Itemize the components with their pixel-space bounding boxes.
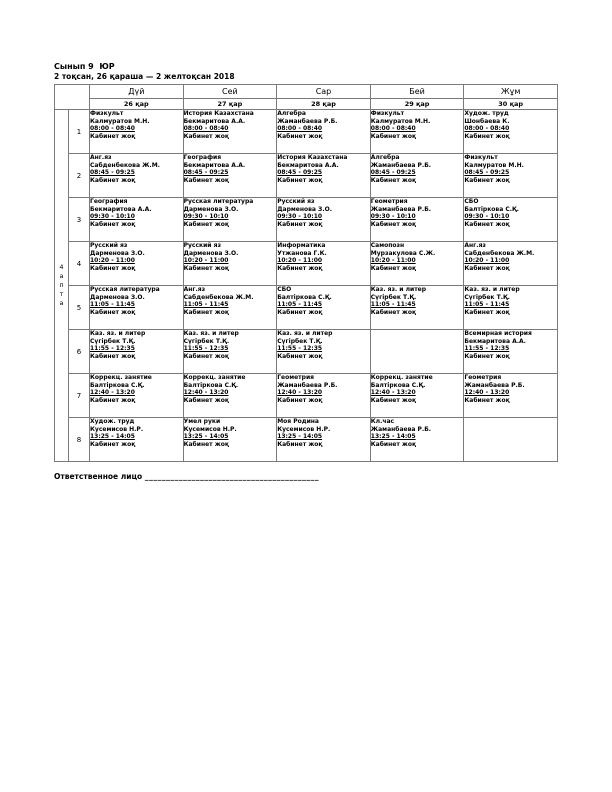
subject-text: Худож. труд (464, 110, 509, 117)
room-text: Кабинет жоқ (370, 132, 417, 140)
subject-text: История Казахстана (277, 154, 348, 161)
room-text: Кабинет жоқ (370, 308, 417, 316)
teacher-text: Сабденбекова Ж.М. (90, 161, 160, 169)
subject-text: Геометрия (277, 374, 315, 381)
teacher-text: Дарменова З.О. (183, 205, 239, 213)
room-text: Кабинет жоқ (90, 264, 136, 272)
time-text: 10:20 - 11:00 (464, 257, 510, 264)
time-text: 13:25 - 14:05 (90, 433, 135, 440)
teacher-text: Кусемисов Н.Р. (183, 425, 237, 433)
lesson-cell (370, 286, 464, 330)
time-text: 09:30 - 10:10 (277, 213, 323, 220)
time-text: 11:05 - 11:45 (183, 301, 229, 308)
lesson-cell (277, 154, 371, 198)
table-row (55, 374, 558, 418)
room-text: Кабинет жоқ (277, 352, 323, 360)
room-text: Кабинет жоқ (90, 308, 136, 316)
teacher-text: Жаманбаева Р.Б. (277, 117, 338, 125)
teacher-text: Сүгірбек Т.Қ. (277, 337, 323, 345)
lesson-cell (370, 110, 464, 154)
page-title: Сынып 9 ЮР (54, 62, 115, 71)
teacher-text: Балтіркова С.Қ. (370, 381, 426, 389)
lesson-cell (464, 330, 558, 374)
subject-text: История Казахстана (183, 110, 254, 117)
teacher-text: Бекмаритова А.А. (183, 161, 246, 169)
date-header: 27 қар (183, 99, 277, 110)
day-header: Дүй (90, 85, 184, 99)
time-text: 08:00 - 08:40 (370, 125, 416, 132)
subject-text: Алгебра (370, 154, 400, 161)
lesson-cell (277, 330, 371, 374)
subject-text: Физкульт (370, 110, 405, 117)
room-text: Кабинет жоқ (464, 176, 510, 184)
period-number: 5 (69, 286, 90, 330)
time-text: 12:40 - 13:20 (183, 389, 229, 396)
room-text: Кабинет жоқ (277, 264, 323, 272)
subject-text: Русский яз (90, 242, 128, 249)
subject-text: Русская литература (90, 286, 160, 293)
time-text: 13:25 - 14:05 (183, 433, 229, 440)
time-text: 12:40 - 13:20 (277, 389, 323, 396)
subject-text: География (183, 154, 222, 161)
room-text: Кабинет жоқ (183, 176, 229, 184)
time-text: 12:40 - 13:20 (90, 389, 135, 396)
lesson-cell (464, 374, 558, 418)
room-text: Кабинет жоқ (370, 176, 417, 184)
day-header: Сей (183, 85, 277, 99)
room-text: Кабинет жоқ (277, 440, 323, 448)
lesson-cell (183, 330, 277, 374)
time-text: 11:55 - 12:35 (277, 345, 323, 352)
time-text: 08:00 - 08:40 (183, 125, 229, 132)
subject-text: Анг.яз (90, 154, 112, 161)
time-text: 11:55 - 12:35 (90, 345, 135, 352)
lesson-cell (183, 286, 277, 330)
room-text: Кабинет жоқ (277, 308, 323, 316)
time-text: 08:45 - 09:25 (370, 169, 416, 176)
subject-text: Русская литература (183, 198, 254, 205)
time-text: 10:20 - 11:00 (183, 257, 229, 264)
room-text: Кабинет жоқ (464, 352, 510, 360)
room-text: Кабинет жоқ (183, 352, 229, 360)
subject-text: Умел руки (183, 418, 221, 425)
footer-label: Ответственное лицо (54, 472, 145, 481)
time-text: 12:40 - 13:20 (370, 389, 416, 396)
teacher-text: Калмуратов М.Н. (464, 161, 524, 169)
room-text: Кабинет жоқ (370, 220, 417, 228)
lesson-cell (277, 286, 371, 330)
lesson-cell (277, 418, 371, 462)
table-row (55, 418, 558, 462)
lesson-cell (90, 198, 184, 242)
teacher-text: Сүгірбек Т.Қ. (464, 293, 510, 301)
room-text: Кабинет жоқ (464, 396, 510, 404)
room-text: Кабинет жоқ (277, 220, 323, 228)
subject-text: Каз. яз. и литер (464, 286, 520, 293)
lesson-cell (464, 242, 558, 286)
teacher-text: Жаманбаева Р.Б. (370, 205, 432, 213)
page-content (54, 62, 558, 481)
lesson-cell (370, 374, 464, 418)
room-text: Кабинет жоқ (90, 220, 136, 228)
time-text: 10:20 - 11:00 (90, 257, 135, 264)
time-text: 11:55 - 12:35 (183, 345, 229, 352)
teacher-text: Сабденбекова Ж.М. (464, 249, 535, 257)
room-text: Кабинет жоқ (464, 264, 510, 272)
time-text: 11:05 - 11:45 (277, 301, 323, 308)
table-row (55, 330, 558, 374)
time-text: 08:45 - 09:25 (464, 169, 510, 176)
subject-text: Анг.яз (183, 286, 206, 293)
lesson-cell (277, 198, 371, 242)
teacher-text: Балтіркова С.Қ. (183, 381, 239, 389)
subject-text: Всемирная история (464, 330, 532, 337)
time-text: 08:00 - 08:40 (464, 125, 510, 132)
subject-text: Физкульт (90, 110, 124, 117)
teacher-text: Утжанова Г.К. (277, 249, 327, 257)
page-subtitle: 2 тоқсан, 26 қараша — 2 желтоқсан 2018 (54, 72, 235, 81)
subject-text: Физкульт (464, 154, 498, 161)
teacher-text: Калмуратов М.Н. (90, 117, 150, 125)
lesson-cell (277, 242, 371, 286)
room-text: Кабинет жоқ (183, 440, 229, 448)
empty-cell (370, 330, 464, 374)
schedule-body (55, 110, 558, 462)
timetable-header (55, 85, 558, 110)
lesson-cell (90, 154, 184, 198)
period-number: 3 (69, 198, 90, 242)
teacher-text: Дарменова З.О. (277, 205, 332, 213)
lesson-cell (183, 110, 277, 154)
table-row (55, 242, 558, 286)
subject-text: Каз. яз. и литер (183, 330, 239, 337)
teacher-text: Кусемисов Н.Р. (277, 425, 331, 433)
teacher-text: Дарменова З.О. (183, 249, 239, 257)
footer (54, 472, 558, 481)
teacher-text: Жаманбаева Р.Б. (277, 381, 338, 389)
time-text: 12:40 - 13:20 (464, 389, 510, 396)
subject-text: Самопозн (370, 242, 405, 249)
subject-text: Моя Родина (277, 418, 319, 425)
lesson-cell (277, 110, 371, 154)
lesson-cell (183, 198, 277, 242)
room-text: Кабинет жоқ (90, 396, 136, 404)
room-text: Кабинет жоқ (370, 440, 417, 448)
table-row (55, 154, 558, 198)
subject-text: СБО (464, 198, 479, 205)
room-text: Кабинет жоқ (370, 264, 417, 272)
teacher-text: Калмуратов М.Н. (370, 117, 431, 125)
day-header: Бей (370, 85, 464, 99)
lesson-cell (370, 242, 464, 286)
subject-text: Кл.час (370, 418, 395, 425)
lesson-cell (370, 418, 464, 462)
lesson-cell (90, 418, 184, 462)
lesson-cell (183, 154, 277, 198)
lesson-cell (90, 286, 184, 330)
teacher-text: Сүгірбек Т.Қ. (183, 337, 230, 345)
time-text: 08:00 - 08:40 (277, 125, 323, 132)
room-text: Кабинет жоқ (183, 396, 229, 404)
time-text: 11:05 - 11:45 (370, 301, 416, 308)
lesson-cell (370, 154, 464, 198)
period-number: 4 (69, 242, 90, 286)
teacher-text: Балтіркова С.Қ. (464, 205, 519, 213)
subject-text: Геометрия (464, 374, 502, 381)
room-text: Кабинет жоқ (183, 264, 229, 272)
subject-text: Коррекц. занятие (370, 374, 433, 381)
day-header: Жұм (464, 85, 558, 99)
table-row (55, 198, 558, 242)
subject-text: СБО (277, 286, 292, 293)
period-number: 6 (69, 330, 90, 374)
period-number: 1 (69, 110, 90, 154)
teacher-text: Мурзакулова С.Ж. (370, 249, 436, 257)
signature-line: _________________________________________ (144, 472, 320, 481)
lesson-cell (90, 110, 184, 154)
lesson-cell (464, 286, 558, 330)
lesson-cell (90, 330, 184, 374)
teacher-text: Балтіркова С.Қ. (277, 293, 332, 301)
subject-text: Коррекц. занятие (90, 374, 152, 381)
teacher-text: Жаманбаева Р.Б. (464, 381, 525, 389)
lesson-cell (464, 198, 558, 242)
room-text: Кабинет жоқ (183, 308, 229, 316)
room-text: Кабинет жоқ (183, 220, 229, 228)
room-text: Кабинет жоқ (277, 396, 323, 404)
subject-text: Информатика (277, 242, 326, 249)
teacher-text: Бекмаритова А.А. (277, 161, 339, 169)
teacher-text: Балтіркова С.Қ. (90, 381, 145, 389)
week-label: 4 а п т а (55, 110, 69, 462)
day-row (55, 85, 558, 99)
table-row (55, 286, 558, 330)
teacher-text: Сабденбекова Ж.М. (183, 293, 254, 301)
teacher-text: Сүгірбек Т.Қ. (90, 337, 136, 345)
lesson-cell (277, 374, 371, 418)
teacher-text: Бекмаритова А.А. (90, 205, 152, 213)
lesson-cell (183, 242, 277, 286)
teacher-text: Жаманбаева Р.Б. (370, 161, 432, 169)
time-text: 11:05 - 11:45 (90, 301, 135, 308)
room-text: Кабинет жоқ (90, 176, 136, 184)
period-number: 8 (69, 418, 90, 462)
time-text: 13:25 - 14:05 (277, 433, 323, 440)
subject-text: Каз. яз. и литер (370, 286, 427, 293)
time-text: 09:30 - 10:10 (90, 213, 135, 220)
lesson-cell (183, 374, 277, 418)
time-text: 11:05 - 11:45 (464, 301, 510, 308)
teacher-text: Жаманбаева Р.Б. (370, 425, 432, 433)
date-header: 28 қар (277, 99, 371, 110)
room-text: Кабинет жоқ (90, 352, 136, 360)
period-number: 2 (69, 154, 90, 198)
subject-text: Русский яз (277, 198, 315, 205)
time-text: 11:55 - 12:35 (464, 345, 510, 352)
time-text: 08:45 - 09:25 (90, 169, 135, 176)
lesson-cell (370, 198, 464, 242)
empty-cell (464, 418, 558, 462)
time-text: 09:30 - 10:10 (183, 213, 229, 220)
date-row (55, 99, 558, 110)
time-text: 10:20 - 11:00 (370, 257, 416, 264)
lesson-cell (464, 110, 558, 154)
subject-text: Алгебра (277, 110, 306, 117)
lesson-cell (90, 374, 184, 418)
date-header: 26 қар (90, 99, 184, 110)
teacher-text: Дарменова З.О. (90, 249, 145, 257)
room-text: Кабинет жоқ (277, 132, 323, 140)
room-text: Кабинет жоқ (464, 220, 510, 228)
subject-text: Русский яз (183, 242, 221, 249)
table-row (55, 110, 558, 154)
corner-cell (55, 85, 90, 110)
teacher-text: Бекмаритова А.А. (464, 337, 526, 345)
subject-text: Худож. труд (90, 418, 135, 425)
room-text: Кабинет жоқ (90, 440, 136, 448)
time-text: 08:45 - 09:25 (183, 169, 229, 176)
room-text: Кабинет жоқ (277, 176, 323, 184)
time-text: 08:00 - 08:40 (90, 125, 135, 132)
room-text: Кабинет жоқ (464, 308, 510, 316)
time-text: 10:20 - 11:00 (277, 257, 323, 264)
subject-text: Анг.яз (464, 242, 486, 249)
subject-text: Каз. яз. и литер (277, 330, 333, 337)
lesson-cell (464, 154, 558, 198)
date-header: 30 қар (464, 99, 558, 110)
lesson-cell (183, 418, 277, 462)
subject-text: Геометрия (370, 198, 408, 205)
teacher-text: Дарменова З.О. (90, 293, 145, 301)
room-text: Кабинет жоқ (183, 132, 229, 140)
timetable (54, 84, 558, 462)
lesson-cell (90, 242, 184, 286)
time-text: 09:30 - 10:10 (464, 213, 510, 220)
day-header: Сар (277, 85, 371, 99)
room-text: Кабинет жоқ (464, 132, 510, 140)
room-text: Кабинет жоқ (90, 132, 136, 140)
teacher-text: Бекмаритова А.А. (183, 117, 246, 125)
date-header: 29 қар (370, 99, 464, 110)
period-number: 7 (69, 374, 90, 418)
teacher-text: Кусемисов Н.Р. (90, 425, 144, 433)
subject-text: Коррекц. занятие (183, 374, 246, 381)
teacher-text: Сүгірбек Т.Қ. (370, 293, 417, 301)
teacher-text: Шонбаева К. (464, 117, 510, 125)
subject-text: География (90, 198, 128, 205)
time-text: 08:45 - 09:25 (277, 169, 323, 176)
subject-text: Каз. яз. и литер (90, 330, 146, 337)
room-text: Кабинет жоқ (370, 396, 417, 404)
time-text: 13:25 - 14:05 (370, 433, 416, 440)
time-text: 09:30 - 10:10 (370, 213, 416, 220)
